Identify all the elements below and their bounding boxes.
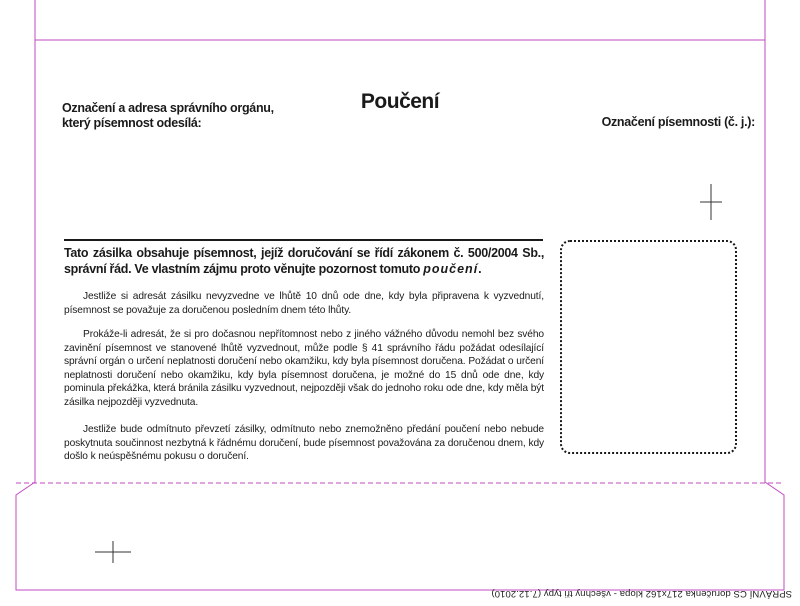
sender-address-label: [62, 101, 322, 131]
notice-lead: [64, 246, 544, 277]
notice-paragraph: Jestliže si adresát zásilku nevyzvedne ve lhůtě 10 dnů ode dne, kdy byla připravena k vyzvednutí, písemnost se považuje za doručenou posledním dnem této lhůty.: [64, 291, 544, 316]
sender-label-line: Označení a adresa správního orgánu,: [62, 101, 274, 115]
page-title: Poučení: [360, 90, 440, 113]
notice-paragraph: Prokáže-li adresát, že si pro dočasnou nepřítomnost nebo z jiného vážného důvodu nemohl bez svého zavinění písemnost ve stanovené lhůtě vyzvednout, může podle § 41 správního řádu požádat odesílající správní orgán o určení neplatnosti doručení nebo okamžiku, kdy byla písemnost doručena. Požádat o určení neplatnosti doručení nebo okamžiku, kdy byla písemnost doručena, je možné do 15 dnů ode dne, kdy pominula překážka, která bránila zásilku vyzvednout, nejpozději však do jednoho roku ode dne, kdy měla být zásilka nejpozději vyzvednuta.: [64, 329, 544, 408]
print-note: SPRÁVNÍ CS doručenka 217x162 klopa - všechny tři typy (7.12.2010): [491, 588, 792, 599]
registration-cross-icon: [700, 184, 722, 220]
notice-paragraph: Jestliže bude odmítnuto převzetí zásilky, odmítnuto nebo znemožněno předání poučení nebo nebude poskytnuta součinnost nezbytná k řádnému doručení, bude písemnost považována za doručenou dnem, kdy došlo k neúspěšnému pokusu o doručení.: [64, 424, 544, 463]
document-reference-label: Označení písemnosti (č. j.):: [601, 115, 755, 129]
lead-end: .: [478, 261, 482, 276]
address-window: [560, 240, 737, 454]
lead-text: Tato zásilka obsahuje písemnost, jejíž doručování se řídí zákonem č. 500/2004 Sb., správní řád. Ve vlastním zájmu proto věnujte pozornost tomuto: [64, 246, 544, 276]
registration-cross-icon: [95, 541, 131, 563]
section-divider: [64, 239, 543, 241]
lead-emphasis: poučení: [423, 261, 479, 276]
sender-label-line: který písemnost odesílá:: [62, 116, 202, 130]
